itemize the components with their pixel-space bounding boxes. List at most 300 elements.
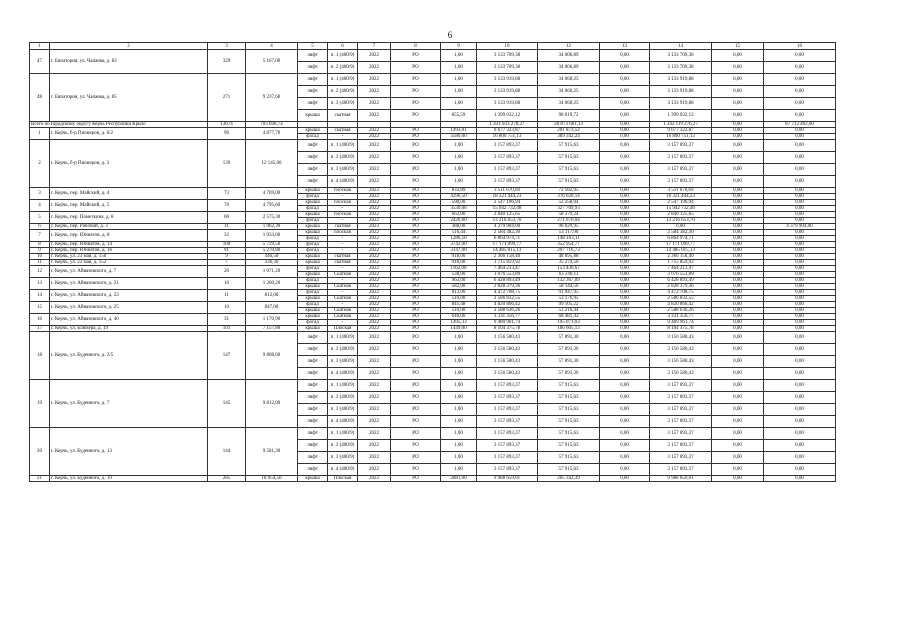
work-type-cell: лифт [298, 164, 328, 176]
year-cell: 2022 [358, 308, 391, 314]
volume-cell: 598,00 [441, 200, 477, 206]
volume-cell: 4296,50 [441, 194, 477, 200]
element-cell: Плоская [328, 326, 358, 332]
cost-cell: 3 157 893,37 [477, 464, 538, 476]
volume-cell: 3580,00 [441, 134, 477, 140]
cost-cell: 6 428 893,49 [477, 278, 538, 284]
cost-cell: 3 076 553,89 [477, 272, 538, 278]
volume-cell: 1,00 [441, 416, 477, 428]
volume-cell: 1,00 [441, 62, 477, 74]
volume-cell: 3147,00 [441, 248, 477, 254]
total-area: 703 698,74 [246, 122, 298, 128]
value-cell: 0,00 [600, 188, 650, 194]
work-type-cell: лифт [298, 416, 328, 428]
volume-cell: 833,89 [441, 188, 477, 194]
value-cell: 0,00 [712, 332, 764, 344]
value-cell: 0,00 [764, 62, 836, 74]
work-type-cell: фасад [298, 266, 328, 272]
fund-cost-cell: 8 104 375,78 [650, 326, 712, 332]
value-cell: 0,00 [600, 248, 650, 254]
source-cell: РО [391, 50, 441, 62]
value-cell: 0,00 [764, 344, 836, 356]
cost-cell: 3 157 893,37 [477, 452, 538, 464]
element-cell: п. 4 (400/9) [328, 368, 358, 380]
column-number: 7 [358, 43, 391, 50]
supervision-cost-cell: 53 216,44 [538, 308, 600, 314]
value-cell: 4 379 904,00 [764, 224, 836, 230]
supervision-cost-cell: 57 891,30 [538, 368, 600, 380]
value-cell: 0,00 [600, 332, 650, 344]
value-cell: 0,00 [712, 212, 764, 218]
element-cell: п. 3 (400/9) [328, 356, 358, 368]
fund-cost-cell: 6 428 893,49 [650, 278, 712, 284]
value-cell: 0,00 [600, 230, 650, 236]
element-cell: плоская [328, 212, 358, 218]
volume-cell: 3530,06 [441, 206, 477, 212]
area-cell: 1 260,20 [246, 278, 298, 290]
value-cell: 0,00 [764, 266, 836, 272]
value-cell: 0,00 [600, 308, 650, 314]
value-cell: 0,00 [600, 290, 650, 296]
fund-cost-cell: 3 511 670,69 [650, 188, 712, 194]
column-number: 16 [764, 43, 836, 50]
fund-cost-cell: 3 157 893,37 [650, 440, 712, 452]
fund-cost-cell: 3 156 580,43 [650, 344, 712, 356]
fund-cost-cell: 17 171 099,77 [650, 242, 712, 248]
value-cell: 0,00 [712, 218, 764, 224]
work-type-cell: крыша [298, 284, 328, 290]
fund-cost-cell: 3 133 709,38 [650, 50, 712, 62]
cost-cell: 4 820 866,42 [477, 302, 538, 308]
value-cell: 0,00 [764, 50, 836, 62]
address-cell: г. Керчь, ул. Буденного, д. 13 [50, 428, 208, 476]
fund-cost-cell: 3 156 580,43 [650, 332, 712, 344]
source-cell: РО [391, 332, 441, 344]
value-cell: 0,00 [712, 320, 764, 326]
value-cell: 0,00 [764, 284, 836, 290]
row-number: 17 [30, 326, 50, 332]
value-cell: 0,00 [600, 416, 650, 428]
year-cell: 2022 [358, 260, 391, 266]
work-type-cell: крыша [298, 272, 328, 278]
source-cell: РО [391, 326, 441, 332]
year-cell: 2022 [358, 392, 391, 404]
value-cell: 0,00 [712, 296, 764, 302]
fund-cost-cell: 0,00 [650, 224, 712, 230]
cost-cell: 3 133 709,38 [477, 62, 538, 74]
address-cell: г. Керчь, ул. Буденного, д. 7 [50, 380, 208, 428]
volume-cell: 855,59 [441, 110, 477, 122]
year-cell: 2022 [358, 368, 391, 380]
element-cell: п. 4 (400/9) [328, 464, 358, 476]
value-cell: 0,00 [764, 296, 836, 302]
element-cell: - [328, 266, 358, 272]
source-cell: РО [391, 278, 441, 284]
column-number: 3 [208, 43, 246, 50]
area-cell: 1 071,20 [246, 266, 298, 278]
year-cell: 2022 [358, 248, 391, 254]
source-cell: РО [391, 302, 441, 308]
residents-cell: 100 [208, 242, 246, 248]
year-cell: 2022 [358, 188, 391, 194]
cost-cell: 3 133 919,88 [477, 74, 538, 86]
fund-cost-cell: 9 988 659,01 [650, 476, 712, 482]
value-cell: 0,00 [600, 314, 650, 320]
table-row [30, 74, 836, 86]
row-number: 3 [30, 188, 50, 200]
year-cell: 2022 [358, 380, 391, 392]
supervision-cost-cell: 205 342,39 [538, 476, 600, 482]
year-cell: 2022 [358, 194, 391, 200]
fund-cost-cell: 13 216 653,70 [650, 218, 712, 224]
address-cell: г. Керчь, пер. Майский, д. 5 [50, 200, 208, 212]
value-cell: 0,00 [764, 128, 836, 134]
work-type-cell: крыша [298, 326, 328, 332]
element-cell: Скатная [328, 308, 358, 314]
residents-cell: 91 [208, 248, 246, 254]
source-cell: РО [391, 110, 441, 122]
area-cell: 9 237,60 [246, 74, 298, 122]
value-cell: 0,00 [712, 464, 764, 476]
element-cell: - [328, 242, 358, 248]
value-cell: 0,00 [600, 326, 650, 332]
value-cell: 0,00 [712, 392, 764, 404]
work-type-cell: крыша [298, 254, 328, 260]
cost-cell: 3 157 893,37 [477, 404, 538, 416]
supervision-cost-cell: 58 379,24 [538, 212, 600, 218]
source-cell: РО [391, 320, 441, 326]
area-cell: 1 933,00 [246, 230, 298, 242]
fund-cost-cell: 2 584 382,30 [650, 230, 712, 236]
work-type-cell: лифт [298, 332, 328, 344]
address-cell: г. Керчь, пер. Пометкина, д. 8 [50, 212, 208, 224]
year-cell: 2022 [358, 440, 391, 452]
fund-cost-cell: 3 157 893,37 [650, 176, 712, 188]
value-cell: 0,00 [712, 452, 764, 464]
value-cell: 0,00 [600, 242, 650, 248]
supervision-cost-cell: 132 367,09 [538, 278, 600, 284]
address-cell: г. Керчь, б-р Пионеров, д. 3 [50, 140, 208, 188]
value-cell: 0,00 [600, 206, 650, 212]
value-cell: 0,00 [712, 242, 764, 248]
work-type-cell: лифт [298, 344, 328, 356]
source-cell: РО [391, 428, 441, 440]
value-cell: 0,00 [712, 152, 764, 164]
cost-cell: 3 157 893,37 [477, 440, 538, 452]
value-cell: 0,00 [712, 476, 764, 482]
volume-cell: 1,00 [441, 98, 477, 110]
element-cell: - [328, 134, 358, 140]
value-cell: 0,00 [712, 290, 764, 296]
value-cell: 0,00 [712, 230, 764, 236]
source-cell: РО [391, 98, 441, 110]
volume-cell: 918,00 [441, 260, 477, 266]
supervision-cost-cell: 91 947,95 [538, 290, 600, 296]
supervision-cost-cell: 148 163,11 [538, 236, 600, 242]
supervision-cost-cell: 57 891,30 [538, 332, 600, 344]
cost-cell: 3 157 893,37 [477, 380, 538, 392]
value-cell: 0,00 [600, 218, 650, 224]
supervision-cost-cell: 57 915,63 [538, 164, 600, 176]
fund-cost-cell: 3 133 919,88 [650, 74, 712, 86]
value-cell: 0,00 [600, 128, 650, 134]
year-cell: 2022 [358, 302, 391, 308]
value-cell: 0,00 [764, 194, 836, 200]
row-number: 21 [30, 476, 50, 482]
work-type-cell: фасад [298, 206, 328, 212]
year-cell: 2022 [358, 284, 391, 290]
source-cell: РО [391, 476, 441, 482]
year-cell: 2022 [358, 236, 391, 242]
fund-cost-cell: 3 133 919,88 [650, 98, 712, 110]
volume-cell: 1,00 [441, 164, 477, 176]
area-cell: 5 270,80 [246, 248, 298, 254]
supervision-cost-cell: 99 105,22 [538, 302, 600, 308]
value-cell: 0,00 [600, 62, 650, 74]
work-type-cell: лифт [298, 62, 328, 74]
total-value: 0,00 [712, 122, 764, 128]
supervision-cost-cell: 57 891,30 [538, 356, 600, 368]
volume-cell: 582,00 [441, 284, 477, 290]
value-cell: 0,00 [712, 428, 764, 440]
value-cell: 0,00 [712, 98, 764, 110]
work-type-cell: фасад [298, 278, 328, 284]
address-cell: г. Керчь, ул. Буденного, д. 2/5 [50, 332, 208, 380]
source-cell: РО [391, 152, 441, 164]
value-cell: 0,00 [600, 98, 650, 110]
area-cell: 1 062,30 [246, 224, 298, 230]
work-type-cell: лифт [298, 98, 328, 110]
area-cell: 9 808,60 [246, 332, 298, 380]
value-cell: 0,00 [764, 308, 836, 314]
area-cell: 5 167,00 [246, 50, 298, 74]
volume-cell: 2881,00 [441, 476, 477, 482]
value-cell: 0,00 [600, 368, 650, 380]
year-cell: 2022 [358, 290, 391, 296]
value-cell: 0,00 [764, 206, 836, 212]
fund-cost-cell: 1 399 032,12 [650, 110, 712, 122]
column-number: 2 [50, 43, 208, 50]
work-type-cell: фасад [298, 248, 328, 254]
supervision-cost-cell: 57 915,63 [538, 452, 600, 464]
residents-cell: 11 [208, 224, 246, 230]
supervision-cost-cell: 57 915,63 [538, 464, 600, 476]
value-cell: 0,00 [712, 86, 764, 98]
year-cell: 2022 [358, 134, 391, 140]
element-cell: п. 1 (400/9) [328, 380, 358, 392]
value-cell: 0,00 [764, 278, 836, 284]
value-cell: 0,00 [764, 86, 836, 98]
supervision-cost-cell: 389 342,24 [538, 134, 600, 140]
cost-cell: 3 157 893,37 [477, 392, 538, 404]
table-row [30, 428, 836, 440]
value-cell: 0,00 [712, 380, 764, 392]
supervision-cost-cell: 57 915,63 [538, 140, 600, 152]
value-cell: 0,00 [764, 164, 836, 176]
value-cell: 0,00 [764, 110, 836, 122]
source-cell: РО [391, 392, 441, 404]
element-cell: Скатная [328, 296, 358, 302]
element-cell: п. 1 (400/9) [328, 74, 358, 86]
year-cell: 2022 [358, 452, 391, 464]
work-type-cell: лифт [298, 464, 328, 476]
value-cell: 0,00 [712, 62, 764, 74]
element-cell: скатная [328, 128, 358, 134]
work-type-cell: лифт [298, 392, 328, 404]
cost-cell: 3 157 893,37 [477, 140, 538, 152]
year-cell: 2022 [358, 86, 391, 98]
table-row [30, 380, 836, 392]
area-cell: 847,00 [246, 302, 298, 314]
volume-cell: 1,00 [441, 404, 477, 416]
value-cell: 0,00 [764, 368, 836, 380]
volume-cell: 1,00 [441, 428, 477, 440]
area-cell: 18 954,50 [246, 476, 298, 482]
volume-cell: 1162,00 [441, 266, 477, 272]
address-cell: г. Евпатория, ул. Чапаева, д. 85 [50, 74, 208, 122]
source-cell: РО [391, 128, 441, 134]
work-type-cell: фасад [298, 320, 328, 326]
table-body [30, 43, 836, 482]
volume-cell: 1,00 [441, 140, 477, 152]
volume-cell: 1,00 [441, 452, 477, 464]
supervision-cost-cell: 34 060,25 [538, 74, 600, 86]
value-cell: 0,00 [712, 302, 764, 308]
source-cell: РО [391, 74, 441, 86]
fund-cost-cell: 9 489 961,74 [650, 320, 712, 326]
work-type-cell: лифт [298, 356, 328, 368]
value-cell: 0,00 [600, 86, 650, 98]
value-cell: 0,00 [764, 140, 836, 152]
fund-cost-cell: 3 331 356,77 [650, 314, 712, 320]
year-cell: 2022 [358, 332, 391, 344]
supervision-cost-cell: 327 709,93 [538, 206, 600, 212]
work-type-cell: лифт [298, 428, 328, 440]
year-cell: 2022 [358, 230, 391, 236]
supervision-cost-cell: 297 716,73 [538, 248, 600, 254]
value-cell: 0,00 [764, 98, 836, 110]
cost-cell: 3 133 919,88 [477, 98, 538, 110]
residents-cell: 147 [208, 332, 246, 380]
work-type-cell: крыша [298, 200, 328, 206]
value-cell: 0,00 [600, 140, 650, 152]
address-cell: г. Керчь, ул. 23 мая, д. 152 [50, 260, 208, 266]
value-cell: 0,00 [712, 254, 764, 260]
volume-cell: 1493,01 [441, 128, 477, 134]
work-type-cell: лифт [298, 140, 328, 152]
value-cell: 0,00 [600, 344, 650, 356]
table-row [30, 476, 836, 482]
total-fund-cost: 1 342 119 276,27 [650, 122, 712, 128]
area-cell: 4 769,00 [246, 188, 298, 200]
row-number: 8 [30, 242, 50, 248]
cost-cell: 4 472 708,75 [477, 290, 538, 296]
area-cell: 4 877,70 [246, 128, 298, 140]
value-cell: 0,00 [764, 236, 836, 242]
element-cell: Скатная [328, 272, 358, 278]
year-cell: 2022 [358, 326, 391, 332]
address-cell: г. Керчь, пер. Юннатов, д. 16 [50, 248, 208, 254]
element-cell: Скатная [328, 284, 358, 290]
row-number: 9 [30, 248, 50, 254]
value-cell: 0,00 [764, 464, 836, 476]
area-cell: 9 581,30 [246, 428, 298, 476]
element-cell: п. 2 (400/9) [328, 392, 358, 404]
year-cell: 2022 [358, 50, 391, 62]
value-cell: 0,00 [600, 278, 650, 284]
total-value: 0,00 [600, 122, 650, 128]
value-cell: 0,00 [600, 134, 650, 140]
fund-cost-cell: 3 156 580,43 [650, 368, 712, 380]
value-cell: 0,00 [764, 476, 836, 482]
volume-cell: 813,00 [441, 290, 477, 296]
work-type-cell: крыша [298, 110, 328, 122]
year-cell: 2022 [358, 428, 391, 440]
total-supervision-cost: 28 873 681,13 [538, 122, 600, 128]
element-cell: - [328, 206, 358, 212]
source-cell: РО [391, 284, 441, 290]
year-cell: 2022 [358, 320, 391, 326]
work-type-cell: фасад [298, 242, 328, 248]
value-cell: 0,00 [764, 356, 836, 368]
volume-cell: 963,00 [441, 278, 477, 284]
work-type-cell: лифт [298, 368, 328, 380]
value-cell: 0,00 [712, 284, 764, 290]
value-cell: 0,00 [712, 308, 764, 314]
value-cell: 0,00 [600, 284, 650, 290]
cost-cell: 3 157 893,37 [477, 152, 538, 164]
volume-cell: 1,00 [441, 356, 477, 368]
value-cell: 0,00 [600, 110, 650, 122]
column-number: 1 [30, 43, 50, 50]
cost-cell: 2 840 125,65 [477, 212, 538, 218]
area-cell: 7 157,80 [246, 326, 298, 332]
cost-cell: 2 586 832,55 [477, 296, 538, 302]
supervision-cost-cell: 58 144,56 [538, 284, 600, 290]
value-cell: 0,00 [600, 74, 650, 86]
cost-cell: 4 379 904,00 [477, 224, 538, 230]
source-cell: РО [391, 290, 441, 296]
row-number: 10 [30, 254, 50, 260]
source-cell: РО [391, 344, 441, 356]
fund-cost-cell: 2 586 832,55 [650, 296, 712, 302]
source-cell: РО [391, 440, 441, 452]
cost-cell: 17 171 099,77 [477, 242, 538, 248]
source-cell: РО [391, 164, 441, 176]
row-number: 7 [30, 230, 50, 242]
fund-cost-cell: 3 157 893,37 [650, 416, 712, 428]
source-cell: РО [391, 368, 441, 380]
fund-cost-cell: 3 156 580,43 [650, 356, 712, 368]
cost-cell: 16 800 751,13 [477, 134, 538, 140]
value-cell: 0,00 [764, 290, 836, 296]
value-cell: 0,00 [764, 200, 836, 206]
table-row [30, 50, 836, 62]
address-cell: г. Керчь, пер. Рабочий, д. 3 [50, 224, 208, 230]
fund-cost-cell: 9 677 323,87 [650, 128, 712, 134]
area-cell: 9 812,00 [246, 380, 298, 428]
volume-cell: 1286,10 [441, 236, 477, 242]
value-cell: 0,00 [712, 224, 764, 230]
element-cell: п. 2 (400/9) [328, 344, 358, 356]
address-cell: г. Керчь, ул. Айвазовского, д. 21 [50, 278, 208, 290]
cost-cell: 3 157 893,37 [477, 176, 538, 188]
year-cell: 2022 [358, 62, 391, 74]
source-cell: РО [391, 266, 441, 272]
source-cell: РО [391, 200, 441, 206]
element-cell: Скатная [328, 314, 358, 320]
area-cell: 336,30 [246, 260, 298, 266]
